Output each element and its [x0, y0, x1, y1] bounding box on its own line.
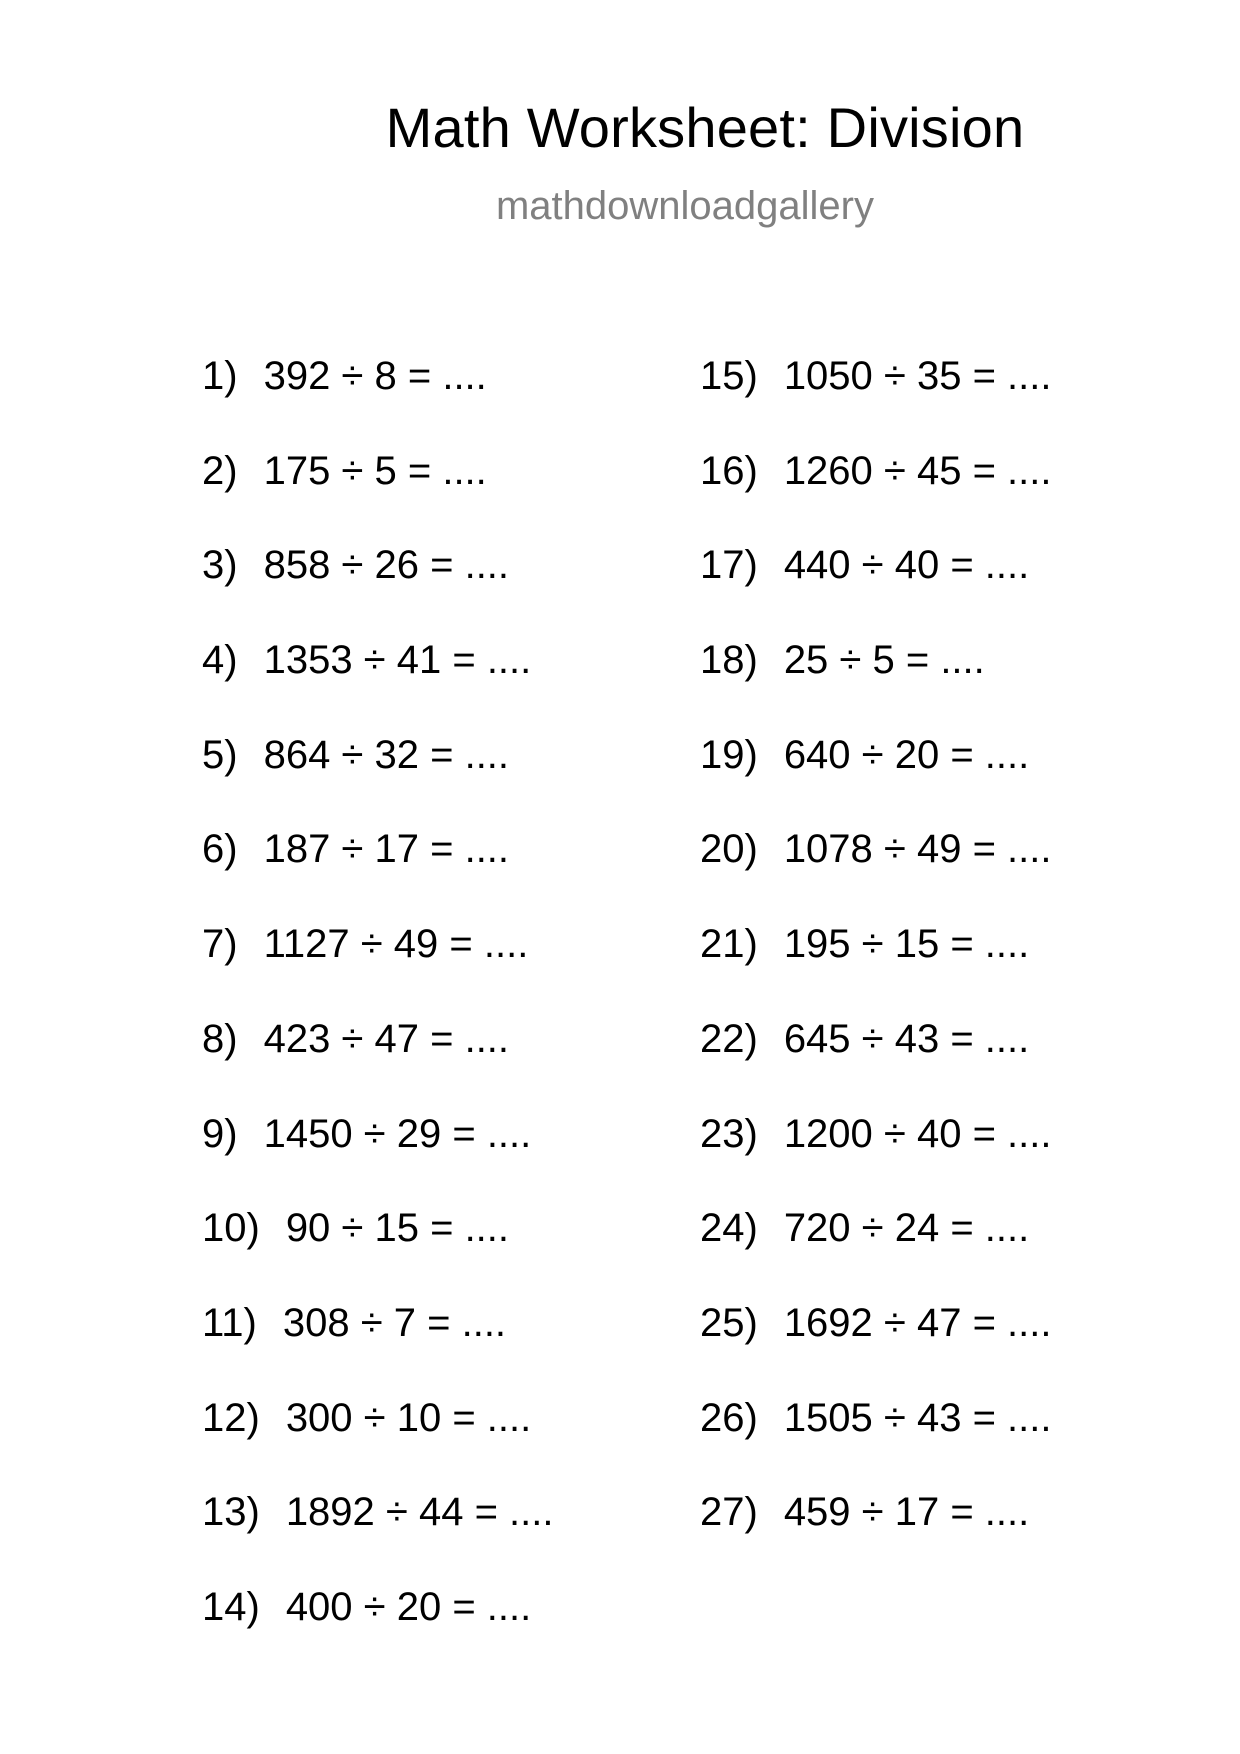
problem-number: 8): [202, 1016, 238, 1061]
problem-item: [202, 1016, 554, 1114]
problem-number: 21): [700, 922, 758, 967]
problem-expression: 1892 ÷ 44 = ....: [285, 1490, 554, 1535]
problem-expression: 720 ÷ 24 = ....: [783, 1206, 1030, 1251]
problem-expression: 1200 ÷ 40 = ....: [783, 1111, 1052, 1156]
problem-number: 1): [202, 354, 238, 398]
problem-expression: 440 ÷ 40 = ....: [783, 543, 1030, 588]
problem-item: [700, 1208, 1052, 1303]
problem-item: [700, 448, 1052, 546]
problem-number: 13): [202, 1490, 260, 1535]
problem-item: [202, 545, 554, 640]
problem-number: 24): [700, 1206, 758, 1251]
problem-expression: 1260 ÷ 45 = ....: [783, 448, 1052, 493]
problem-expression: 400 ÷ 20 = ....: [285, 1584, 532, 1629]
problem-item: [202, 829, 554, 924]
problem-number: 10): [202, 1206, 260, 1251]
problem-number: 25): [700, 1300, 758, 1345]
problem-item: [202, 1208, 554, 1303]
problem-item: [202, 448, 554, 546]
problem-item: [700, 1395, 1052, 1493]
problem-number: 9): [202, 1111, 238, 1156]
problem-expression: 25 ÷ 5 = ....: [783, 638, 985, 683]
problem-item: [700, 545, 1052, 640]
problem-expression: 308 ÷ 7 = ....: [282, 1300, 507, 1345]
problem-number: 2): [202, 448, 238, 493]
problem-expression: 423 ÷ 47 = ....: [263, 1016, 510, 1061]
page-subtitle: mathdownloadgallery: [495, 184, 874, 228]
problem-number: 14): [202, 1584, 260, 1629]
problem-item: [202, 1395, 554, 1493]
problem-item: [202, 1492, 554, 1587]
problem-number: 3): [202, 543, 238, 588]
problem-expression: 1127 ÷ 49 = ....: [263, 922, 529, 967]
problem-expression: 1505 ÷ 43 = ....: [783, 1395, 1052, 1440]
problem-expression: 300 ÷ 10 = ....: [285, 1395, 532, 1440]
problem-item: [202, 732, 554, 830]
problem-expression: 1692 ÷ 47 = ....: [783, 1300, 1052, 1345]
problem-number: 20): [700, 827, 758, 872]
problem-number: 6): [202, 827, 238, 872]
problem-number: 15): [700, 354, 758, 398]
problem-item: [700, 732, 1052, 830]
problem-number: 26): [700, 1395, 758, 1440]
problem-item: [700, 356, 1052, 451]
problem-item: [202, 924, 554, 1019]
problem-expression: 459 ÷ 17 = ....: [783, 1490, 1030, 1535]
problem-item: [202, 640, 554, 735]
problem-expression: 175 ÷ 5 = ....: [263, 448, 487, 493]
problem-item: [700, 1111, 1052, 1209]
problem-column-right: [700, 356, 1052, 1587]
problem-number: 4): [202, 638, 238, 683]
problem-number: 22): [700, 1016, 758, 1061]
problem-expression: 392 ÷ 8 = ....: [263, 354, 487, 398]
problem-expression: 90 ÷ 15 = ....: [285, 1206, 510, 1251]
problem-number: 19): [700, 732, 758, 777]
problem-item: [202, 1111, 554, 1209]
problem-expression: 195 ÷ 15 = ....: [783, 922, 1030, 967]
problem-expression: 645 ÷ 43 = ....: [783, 1016, 1030, 1061]
problem-column-left: [202, 356, 554, 1682]
problem-item: [700, 1016, 1052, 1114]
problem-item: [700, 640, 1052, 735]
problem-expression: 1078 ÷ 49 = ....: [783, 827, 1052, 872]
problem-number: 12): [202, 1395, 260, 1440]
problem-expression: 640 ÷ 20 = ....: [783, 732, 1030, 777]
problem-expression: 1050 ÷ 35 = ....: [783, 354, 1052, 398]
problem-expression: 1353 ÷ 41 = ....: [263, 638, 532, 683]
problem-item: [202, 356, 554, 451]
problem-item: [202, 1584, 554, 1682]
problem-number: 23): [700, 1111, 758, 1156]
problem-expression: 858 ÷ 26 = ....: [263, 543, 510, 588]
problem-expression: 187 ÷ 17 = ....: [263, 827, 510, 872]
problem-item: [700, 1300, 1052, 1398]
problem-number: 5): [202, 732, 238, 777]
problem-expression: 864 ÷ 32 = ....: [263, 732, 510, 777]
problem-number: 16): [700, 448, 758, 493]
problem-item: [700, 924, 1052, 1019]
problem-number: 27): [700, 1490, 758, 1535]
problem-item: [700, 829, 1052, 924]
problem-number: 7): [202, 922, 238, 967]
problem-item: [700, 1492, 1052, 1587]
problem-item: [202, 1300, 554, 1398]
problem-number: 11): [202, 1300, 257, 1345]
problem-number: 18): [700, 638, 758, 683]
page-title: Math Worksheet: Division: [385, 96, 1025, 159]
problem-expression: 1450 ÷ 29 = ....: [263, 1111, 532, 1156]
problem-number: 17): [700, 543, 758, 588]
